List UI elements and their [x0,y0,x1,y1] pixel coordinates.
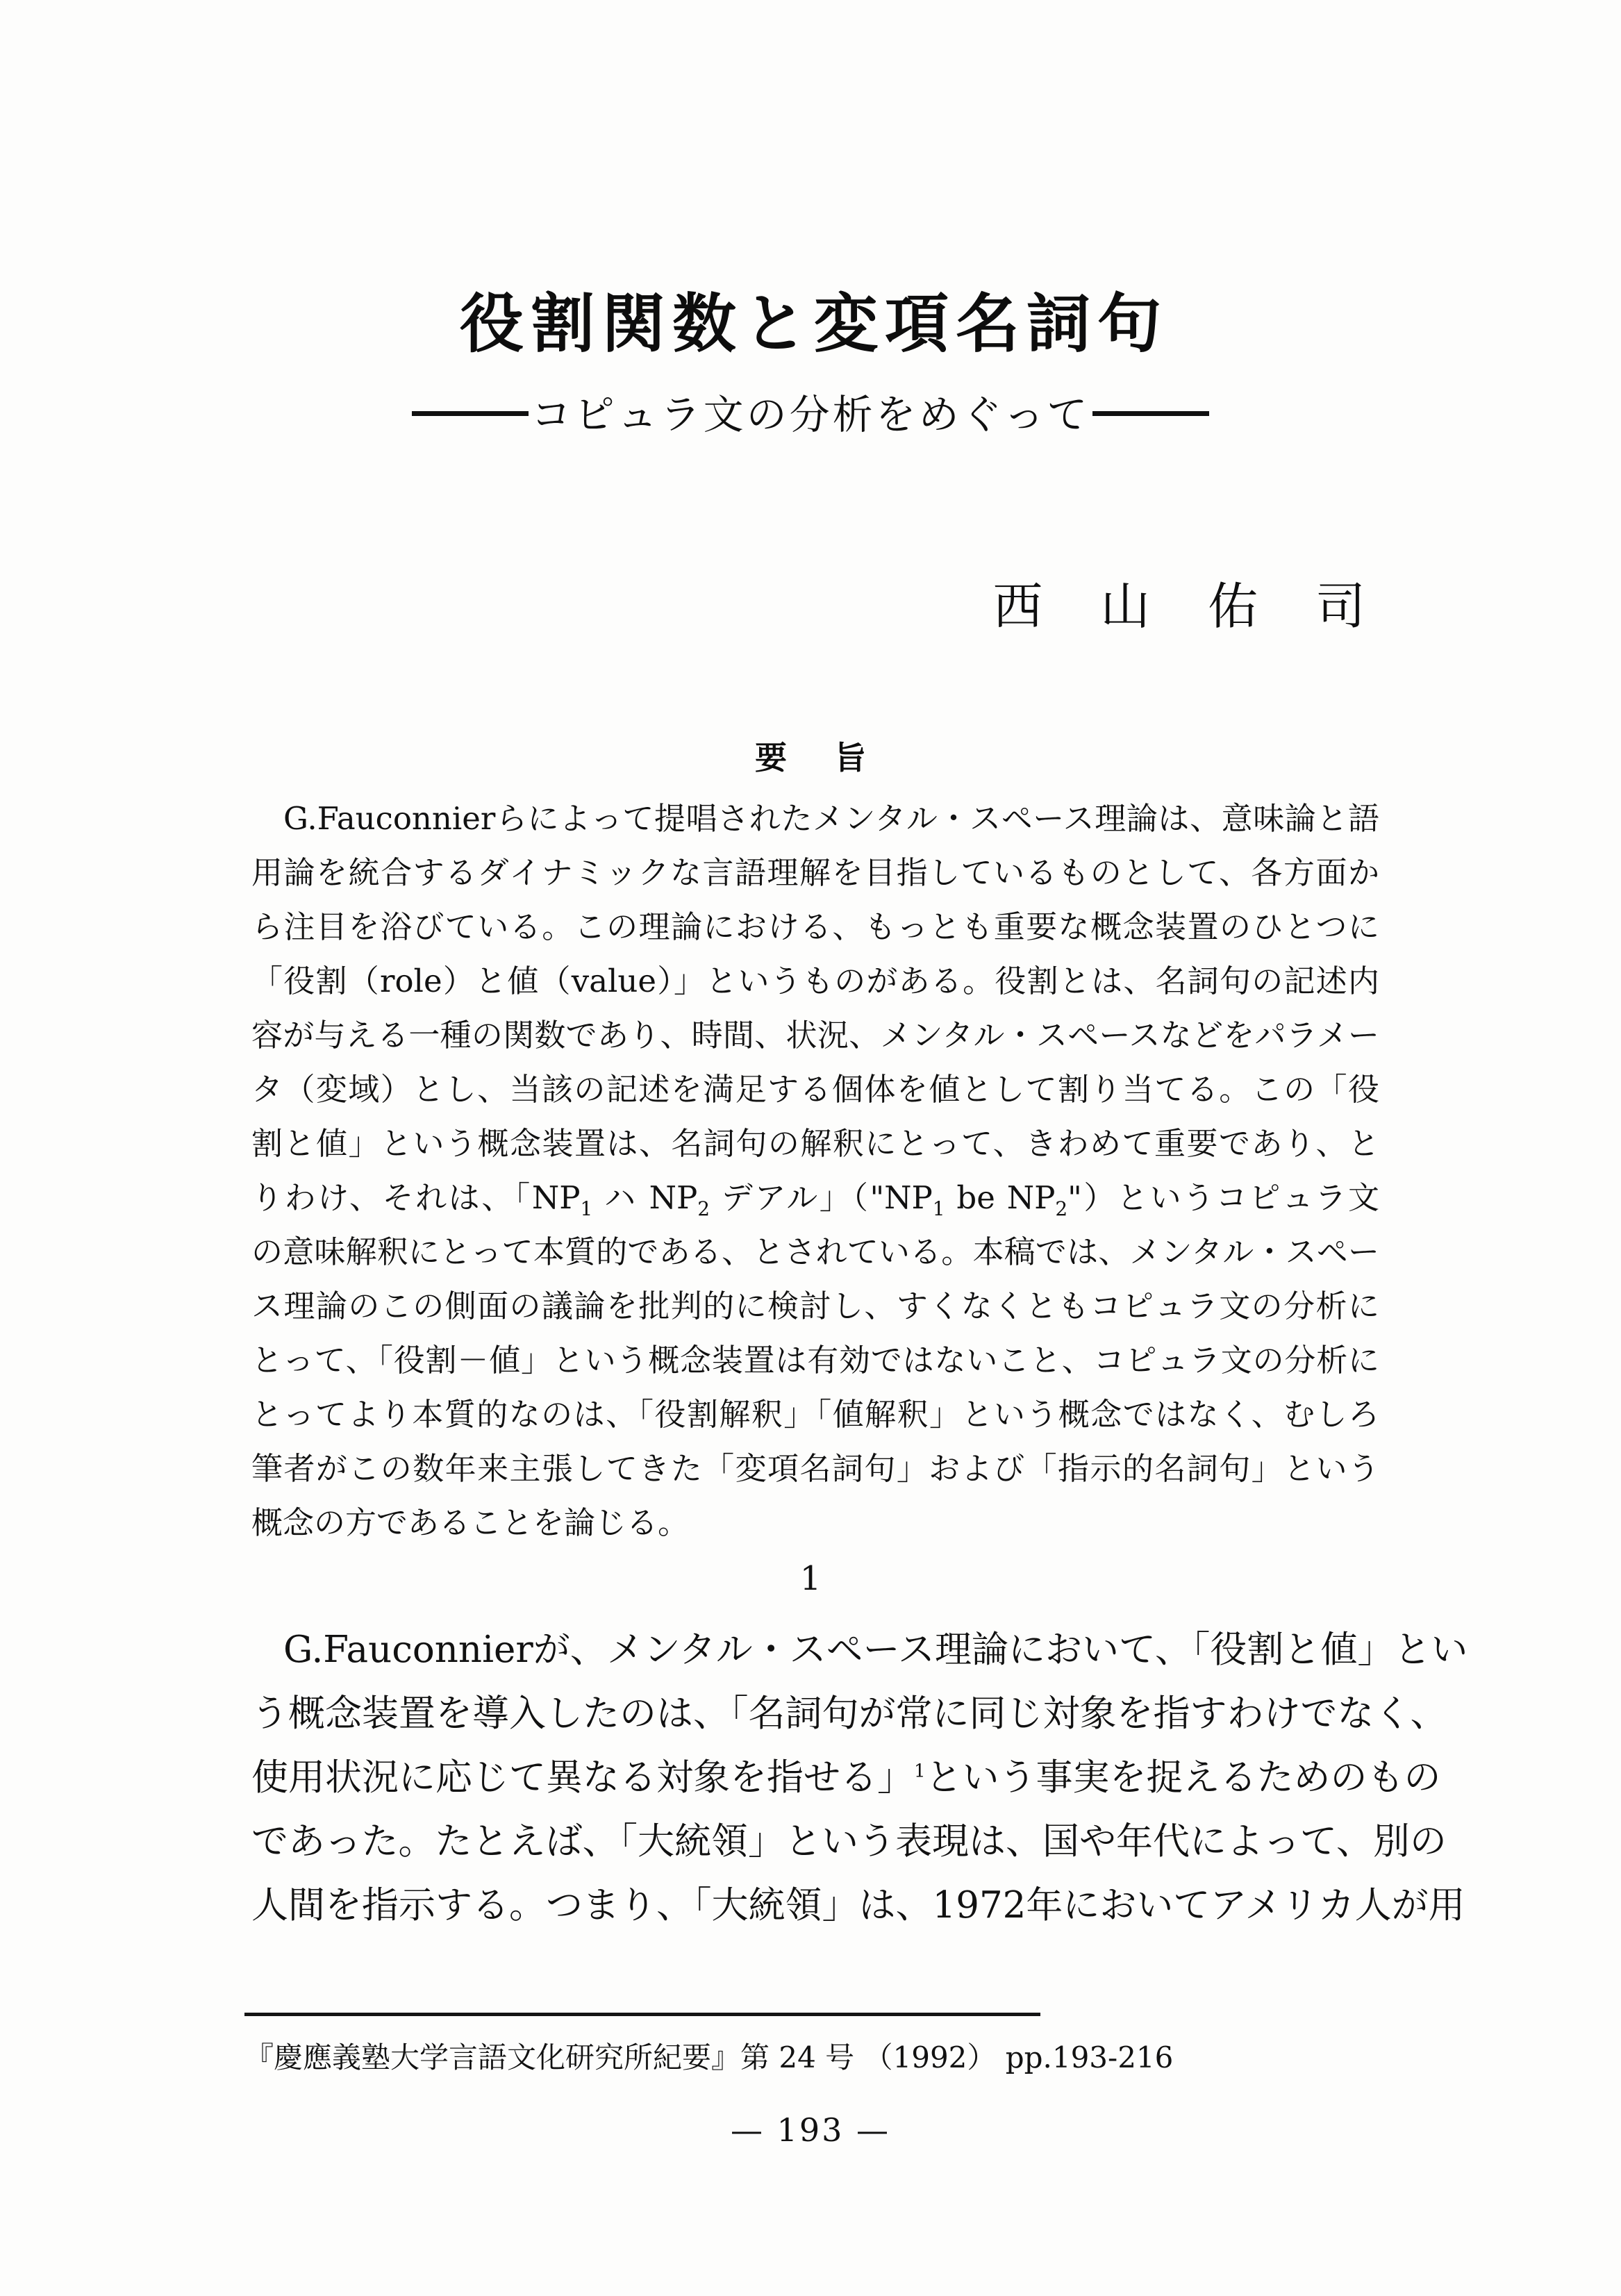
abstract-line: ス理論のこの側面の議論を批判的に検討し、すくなくともコピュラ文の分析に [251,1288,1379,1324]
document-subtitle [0,382,1621,440]
section-number: 1 [799,1559,822,1598]
subtitle-text: コピュラ文の分析をめぐって [531,391,1090,438]
abstract-line: 概念の方であることを論じる。 [251,1504,690,1541]
abstract-line-np-formula: りわけ、それは、「$NP_1$ ハ $NP_2$ デアル」（"$NP_1$ be $NP_2$"）というコピュラ文 [251,1179,1380,1220]
abstract-line: とって、「役割－値」という概念装置は有効ではないこと、コピュラ文の分析に [251,1342,1379,1379]
abstract-line: 割と値」という概念装置は、名詞句の解釈にとって、きわめて重要であり、と [251,1125,1379,1162]
abstract-line: とってより本質的なのは、「役割解釈」「値解釈」という概念ではなく、むしろ [251,1396,1379,1433]
body-line: であった。たとえば、「大統領」という表現は、国や年代によって、別の [251,1820,1447,1863]
abstract-line: 容が与える一種の関数であり、時間、状況、メンタル・スペースなどをパラメー [251,1017,1379,1054]
body-line-with-footnote: 使用状況に応じて異なる対象を指せる」$^1$という事実を捉えるためのもの [251,1756,1441,1799]
abstract-line: 「役割（role）と値（value）」というものがある。役割とは、名詞句の記述内 [251,963,1379,999]
abstract-heading: 要 旨 [754,739,884,776]
page-title: 役割関数と変項名詞句 [459,286,1168,361]
body-line: G.Fauconnierが、メンタル・スペース理論において、「役割と値」とい [283,1629,1468,1671]
journal-citation: 『慶應義塾大学言語文化研究所紀要』第 24 号 （1992） pp.193-216 [244,2040,1174,2074]
footnote-marker: 1 [914,1761,926,1782]
abstract-line: ら注目を浴びている。この理論における、もっとも重要な概念装置のひとつに [251,908,1379,945]
title-block [0,286,1621,440]
footer-divider [244,2013,1040,2016]
abstract-line: G.Fauconnierらによって提唱されたメンタル・スペース理論は、意味論と語 [283,800,1379,837]
abstract-line: 用論を統合するダイナミックな言語理解を目指しているものとして、各方面か [251,854,1379,891]
page-number: — 193 — [730,2111,891,2149]
abstract-line: の意味解釈にとって本質的である、とされている。本稿では、メンタル・スペー [251,1233,1379,1270]
section-body [251,1618,1468,1938]
body-line: 人間を指示する。つまり、「大統領」は、1972年においてアメリカ人が用 [251,1884,1465,1927]
abstract-line: タ（変域）とし、当該の記述を満足する個体を値として割り当てる。この「役 [251,1071,1379,1108]
abstract-body [251,792,1379,1550]
body-line: う概念装置を導入したのは、「名詞句が常に同じ対象を指すわけでなく、 [251,1692,1447,1735]
author-name: 西 山 佑 司 [992,577,1386,635]
subtitle-rule-right [1092,411,1209,416]
abstract-line: 筆者がこの数年来主張してきた「変項名詞句」および「指示的名詞句」という [251,1450,1379,1487]
subtitle-rule-left [412,411,529,416]
